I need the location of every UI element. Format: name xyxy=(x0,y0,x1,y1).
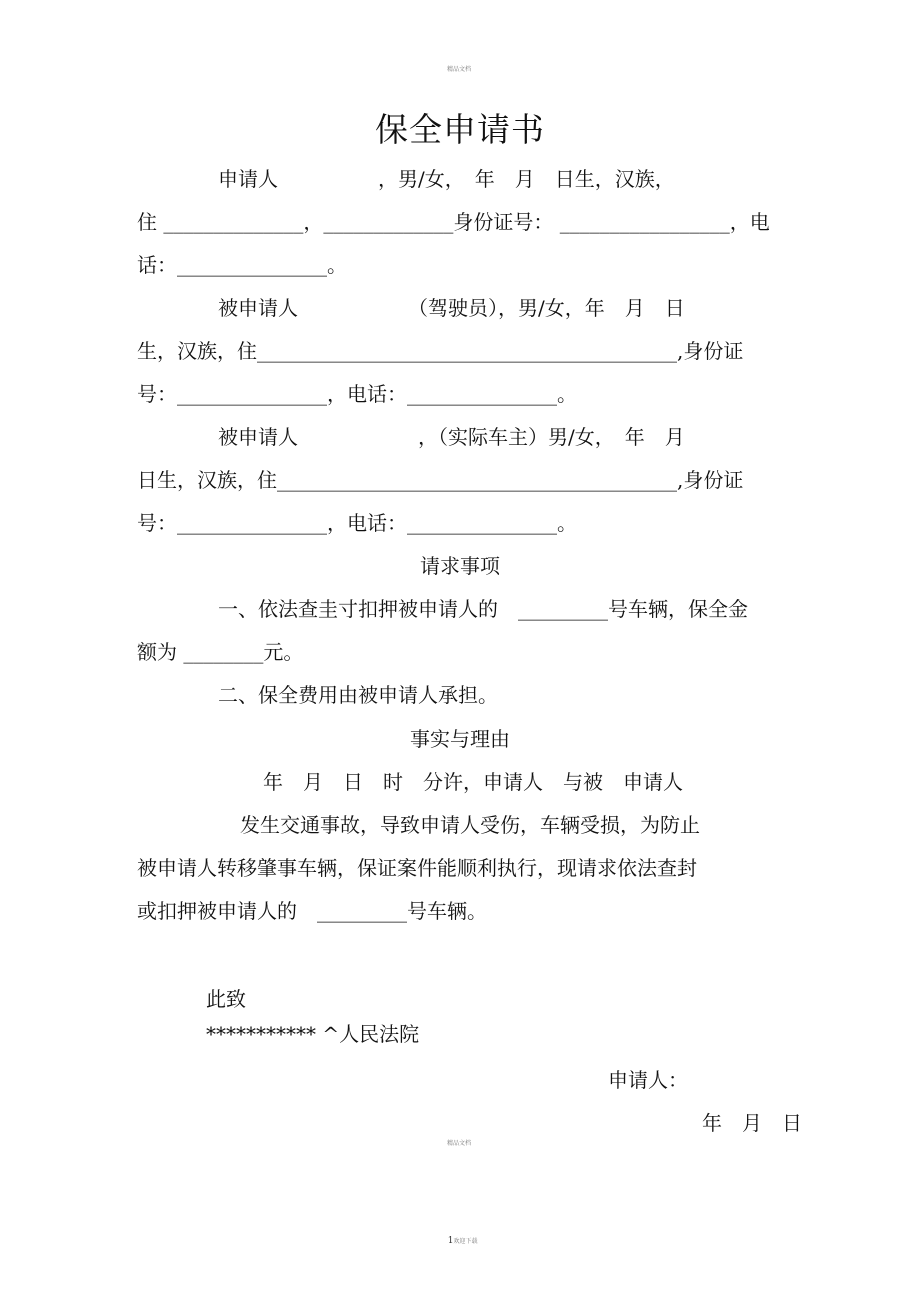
document-title: 保全申请书 xyxy=(375,110,545,149)
respondent-driver-line: 被申请人 （驾驶员），男/女，年 月 日 xyxy=(218,296,685,320)
facts-line-3: 被申请人转移肇事车辆，保证案件能顺利执行，现请求依法查封 xyxy=(137,856,697,880)
footer-watermark: 精品文档 xyxy=(447,1140,472,1147)
section-heading-requests: 请求事项 xyxy=(420,554,500,578)
salutation: 此致 xyxy=(206,987,246,1011)
facts-line-1: 年 月 日 时 分许，申请人 与被 申请人 xyxy=(263,770,683,794)
facts-line-2: 发生交通事故，导致申请人受伤，车辆受损，为防止 xyxy=(240,813,700,837)
section-heading-facts: 事实与理由 xyxy=(410,727,510,751)
court-name: *********** ^人民法院 xyxy=(206,1022,420,1046)
applicant-phone-line: 话：_______________。 xyxy=(137,253,347,277)
respondent-owner-address-line: 日生，汉族，住________________________________________,身份证 xyxy=(137,468,744,492)
header-watermark: 精品文档 xyxy=(447,66,472,73)
request-item-2: 二、保全费用由被申请人承担。 xyxy=(218,683,498,707)
request-item-1-continued: 额为 ________元。 xyxy=(137,640,304,664)
facts-line-4: 或扣押被申请人的 _________号车辆。 xyxy=(137,899,487,923)
respondent-driver-phone-line: 号：_______________，电话：_______________。 xyxy=(137,382,577,406)
respondent-driver-address-line: 生，汉族，住__________________________________________,身份证 xyxy=(137,339,744,363)
applicant-line: 申请人 ，男/女， 年 月 日生，汉族， xyxy=(218,167,675,191)
request-item-1: 一、依法查圭寸扣押被申请人的 _________号车辆，保全金 xyxy=(218,597,748,621)
page-number-value: 1 xyxy=(447,1236,454,1246)
respondent-owner-phone-line: 号：_______________，电话：_______________。 xyxy=(137,511,577,535)
applicant-address-line: 住 ______________，_____________身份证号： _________________，电 xyxy=(137,210,770,234)
respondent-owner-line: 被申请人 ，（实际车主）男/女， 年 月 xyxy=(218,425,685,449)
page-number-suffix: 欢迎下载 xyxy=(453,1238,478,1245)
page-number xyxy=(442,1226,477,1246)
signature-date: 年 月 日 xyxy=(702,1111,802,1135)
signature-applicant: 申请人： xyxy=(608,1068,688,1092)
